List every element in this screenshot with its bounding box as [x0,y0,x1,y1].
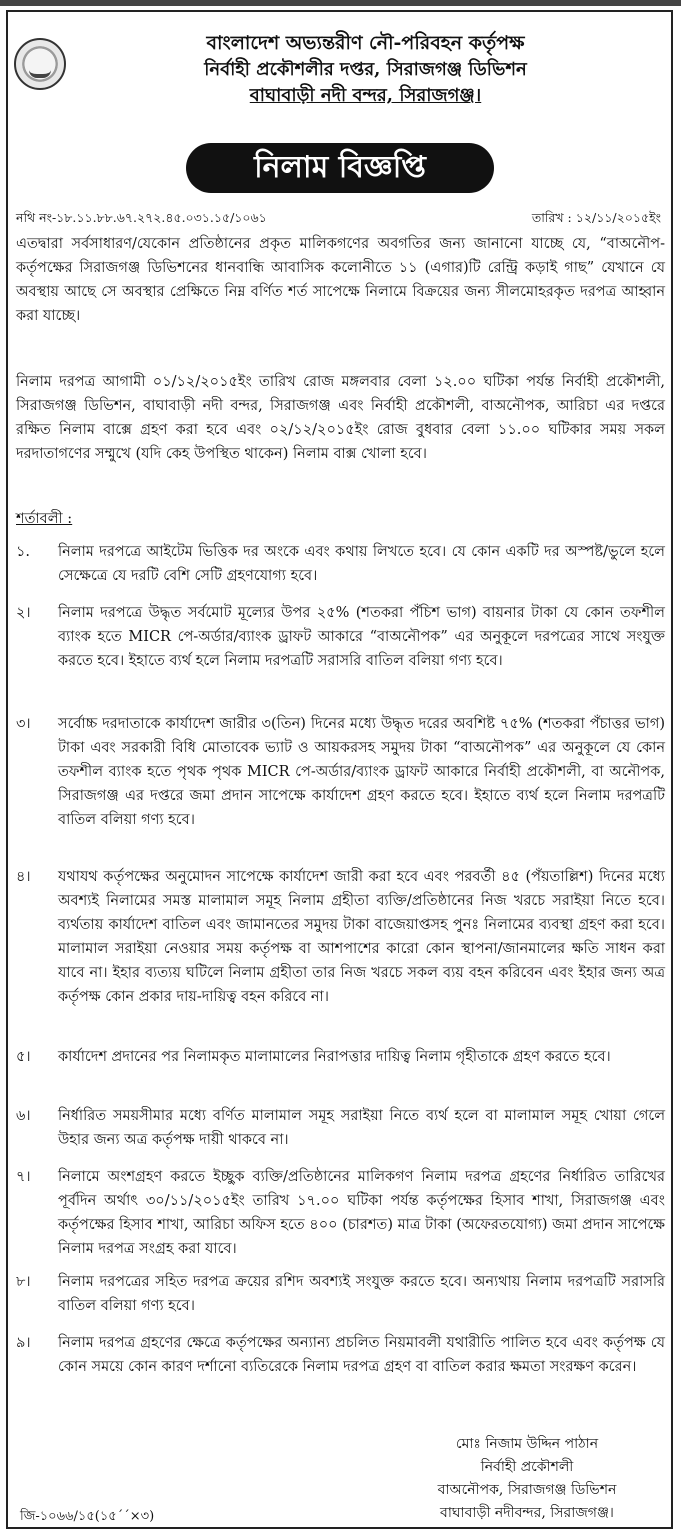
letterhead [70,30,661,109]
condition-item [16,712,665,832]
memo-number: নথি নং-১৮.১১.৮৮.৬৭.২৭২.৪৫.০৩১.১৫/১০৬১ [16,210,267,225]
office-address: বাঘাবাড়ী নদী বন্দর, সিরাজগঞ্জ। [249,85,482,106]
condition-number: ৯। [16,1335,31,1351]
condition-number: ১. [16,544,31,560]
condition-number: ৮। [16,1274,31,1290]
condition-item [16,865,665,1009]
condition-text: নিলাম দরপত্র গ্রহণের ক্ষেত্রে কর্তৃপক্ষের অন্যান্য প্রচলিত নিয়মাবলী যথারীতি পালিত হবে এবং কর্তৃপক্ষ যে কোন সময়ে কোন কারণ দর্শানো ব্যতিরেকে নিলাম দরপত্র গ্রহণ বা বাতিল করার ক্ষমতা সংরক্ষণ করেন। [58,1335,665,1375]
condition-item [16,1165,665,1261]
conditions-heading: শর্তাবলী : [16,511,73,527]
intro-paragraph: এতদ্বারা সর্বসাধারণ/যেকোন প্রতিষ্ঠানের প্রকৃত মালিকগণের অবগতির জন্য জানানো যাচ্ছে যে, “বাঅনৌপ-কর্তৃপক্ষের সিরাজগঞ্জ ডিভিশনের ধানবান্ধি আবাসিক কলোনীতে ১১ (এগার)টি রেন্ট্রি কড়াই গাছ” যেখানে যে অবস্থায় আছে সে অবস্থার প্রেক্ষিতে নিম্ন বর্ণিত শর্ত সাপেক্ষে নিলামে বিক্রয়ের জন্য সীলমোহরকৃত দরপত্র আহ্বান করা যাচ্ছে। [16,236,665,324]
signature-block [407,1433,647,1525]
condition-number: ৩। [16,716,31,732]
signatory-name: মোঃ নিজাম উদ্দিন পাঠান [455,1436,599,1452]
condition-text: যথাযথ কর্তৃপক্ষের অনুমোদন সাপেক্ষে কার্যাদেশ জারী করা হবে এবং পরবর্তী ৪৫ (পঁয়তাল্লিশ) দিনের মধ্যে অবশ্যই নিলামের সমস্ত মালামাল সমূহ নিলাম গ্রহীতা ব্যক্তি/প্রতিষ্ঠানের নিজ খরচে সরাইয়া নিতে হবে। ব্যর্থতায় কার্যাদেশ বাতিল এবং জামানতের সমুদয় টাকা বাজেয়াপ্তসহ পুনঃ নিলামের ব্যবস্থা গ্রহণ করা হবে। মালামাল সরাইয়া নেওয়ার সময় কর্তৃপক্ষ বা আশপাশের কারো কোন স্থাপনা/জানমালের ক্ষতি সাধন করা যাবে না। ইহার ব্যত্যয় ঘটিলে নিলাম গ্রহীতা তার নিজ খরচে সকল ব্যয় বহন করিবেন এবং ইহার জন্য অত্র কর্তৃপক্ষ কোন প্রকার দায়-দায়িত্ব বহন করিবে না। [58,869,665,1005]
reference-line [16,210,661,230]
document-code: জি-১০৬৬/১৫(১৫´´×৩) [20,1509,155,1524]
condition-text: সর্বোচ্চ দরদাতাকে কার্যাদেশ জারীর ৩(তিন) দিনের মধ্যে উদ্ধৃত দরের অবশিষ্ট ৭৫% (শতকরা পঁচাত্তর ভাগ) টাকা এবং সরকারী বিধি মোতাবেক ভ্যাট ও আয়করসহ সমুদয় টাকা “বাঅনৌপক” এর অনুকূলে যে কোন তফশীল ব্যাংক হতে পৃথক পৃথক MICR পে-অর্ডার/ব্যাংক ড্রাফট আকারে নির্বাহী প্রকৌশলী, বা অনৌপক, সিরাজগঞ্জ এর দপ্তরে জমা প্রদান সাপেক্ষে কার্যাদেশ গ্রহণ করতে হবে। ইহাতে ব্যর্থ হলে নিলাম দরপত্রটি বাতিল বলিয়া গণ্য হবে। [58,716,665,828]
condition-item [16,1331,665,1379]
condition-text: নিলামে অংশগ্রহণ করতে ইচ্ছুক ব্যক্তি/প্রতিষ্ঠানের মালিকগণ নিলাম দরপত্র গ্রহণের নির্ধারিত তারিখের পূর্বদিন অর্থাৎ ৩০/১১/২০১৫ইং তারিখ ১৭.০০ ঘটিকা পর্যন্ত কর্তৃপক্ষের হিসাব শাখা, সিরাজগঞ্জ এবং কর্তৃপক্ষের হিসাব শাখা, আরিচা অফিস হতে ৪০০ (চারশত) মাত্র টাকা (অফেরতযোগ্য) জমা প্রদান সাপেক্ষে নিলাম দরপত্র সংগ্রহ করা যাবে। [58,1169,665,1257]
notice-title: নিলাম বিজ্ঞপ্তি [186,143,494,193]
condition-item [16,1045,665,1069]
condition-text: নির্ধারিত সময়সীমার মধ্যে বর্ণিত মালামাল সমূহ সরাইয়া নিতে ব্যর্থ হলে বা মালামাল সমূহ খোয়া গেলে উহার জন্য অত্র কর্তৃপক্ষ দায়ী থাকবে না। [58,1108,665,1148]
signatory-location: বাঘাবাড়ী নদীবন্দর, সিরাজগঞ্জ। [440,1505,614,1521]
condition-item [16,540,665,588]
signatory-designation: নির্বাহী প্রকৌশলী [480,1459,574,1475]
condition-item [16,1104,665,1152]
condition-item [16,1270,665,1318]
condition-text: নিলাম দরপত্রে উদ্ধৃত সর্বমোট মূল্যের উপর ২৫% (শতকরা পঁচিশ ভাগ) বায়নার টাকা যে কোন তফশীল ব্যাংক হতে MICR পে-অর্ডার/ব্যাংক ড্রাফট আকারে “বাঅনৌপক” এর অনুকূলে দরপত্রের সাথে সংযুক্ত করতে হবে। ইহাতে ব্যর্থ হলে নিলাম দরপত্রটি সরাসরি বাতিল বলিয়া গণ্য হবে। [58,605,665,669]
condition-number: ৫। [16,1049,31,1065]
authority-name: বাংলাদেশ অভ্যন্তরীণ নৌ-পরিবহন কর্তৃপক্ষ [206,32,525,54]
condition-number: ২। [16,605,31,621]
condition-number: ৪। [16,869,31,885]
office-name: নির্বাহী প্রকৌশলীর দপ্তর, সিরাজগঞ্জ ডিভিশন [204,59,527,80]
condition-item [16,601,665,673]
condition-number: ৬। [16,1108,31,1124]
signatory-office: বাঅনৌপক, সিরাজগঞ্জ ডিভিশন [437,1482,617,1498]
condition-text: নিলাম দরপত্রে আইটেম ভিত্তিক দর অংকে এবং কথায় লিখতে হবে। যে কোন একটি দর অস্পষ্ট/ভুলে হলে সেক্ষেত্রে যে দরটি বেশি সেটি গ্রহণযোগ্য হবে। [58,544,665,584]
condition-number: ৭। [16,1169,31,1185]
condition-text: নিলাম দরপত্রের সহিত দরপত্র ক্রয়ের রশিদ অবশ্যই সংযুক্ত করতে হবে। অন্যথায় নিলাম দরপত্রটি সরাসরি বাতিল বলিয়া গণ্য হবে। [58,1274,665,1314]
top-border-strip [0,0,681,6]
notice-date: তারিখ : ১২/১১/২০১৫ইং [531,210,661,225]
tender-info-paragraph: নিলাম দরপত্র আগামী ০১/১২/২০১৫ইং তারিখ রোজ মঙ্গলবার বেলা ১২.০০ ঘটিকা পর্যন্ত নির্বাহী প্রকৌশলী, সিরাজগঞ্জ ডিভিশন, বাঘাবাড়ী নদী বন্দর, সিরাজগঞ্জ এবং নির্বাহী প্রকৌশলী, বাঅনৌপক, আরিচা এর দপ্তরে রক্ষিত নিলাম বাক্সে গ্রহণ করা হবে এবং ০২/১২/২০১৫ইং রোজ বুধবার বেলা ১১.০০ ঘটিকার সময় সকল দরদাতাগণের সম্মুখে (যদি কেহ উপস্থিত থাকেন) নিলাম বাক্স খোলা হবে। [16,374,665,462]
condition-text: কার্যাদেশ প্রদানের পর নিলামকৃত মালামালের নিরাপত্তার দায়িত্ব নিলাম গৃহীতাকে গ্রহণ করতে হবে। [58,1049,611,1065]
government-seal-icon [14,38,66,90]
